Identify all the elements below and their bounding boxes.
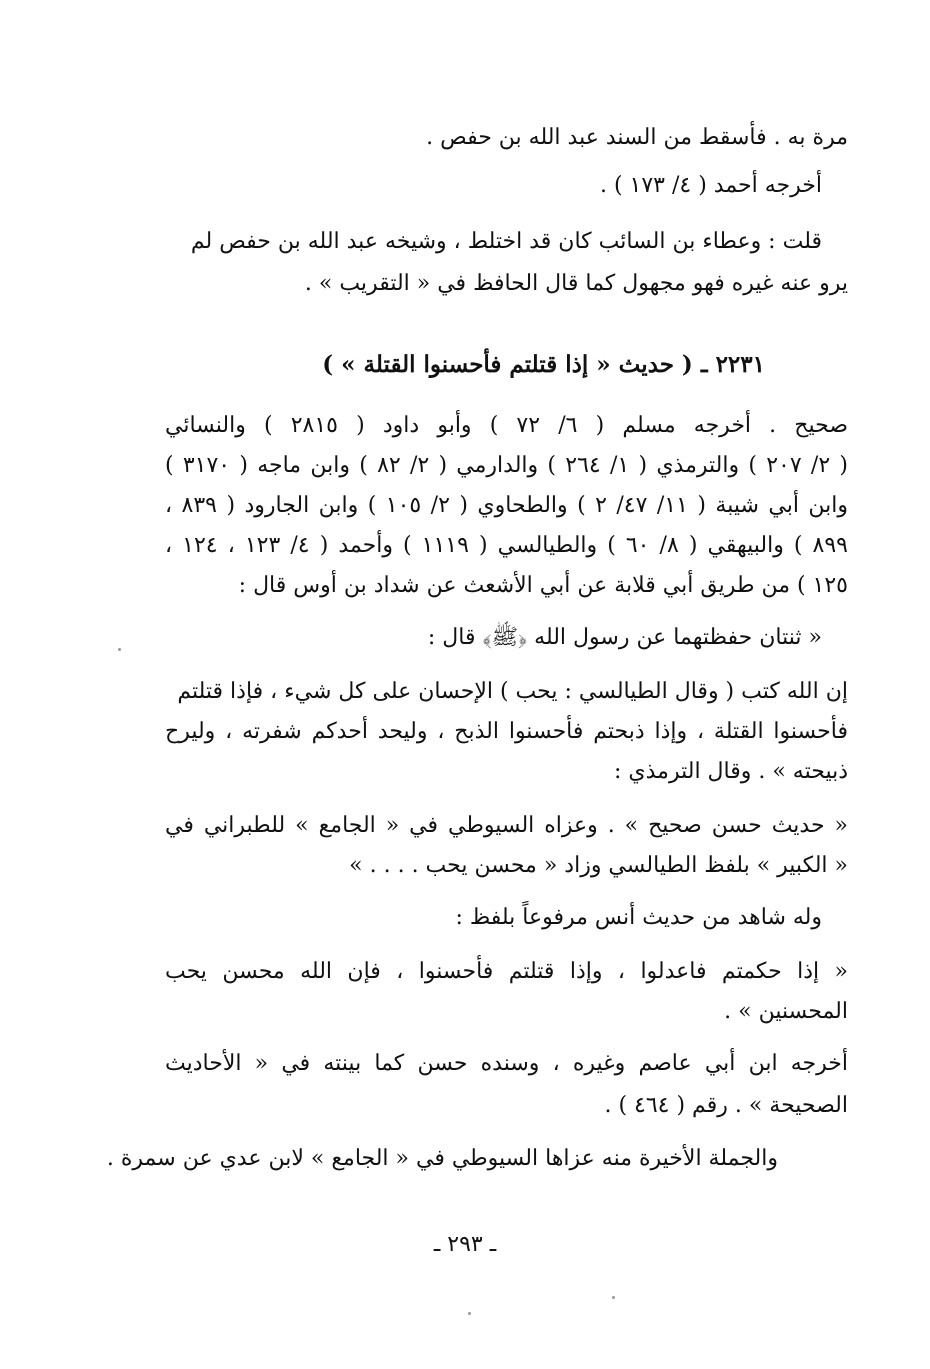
text-line-11: « ثنتان حفظتهما عن رسول الله ﴿ﷺ﴾ قال :	[427, 625, 822, 650]
text-line-9: ٨٩٩ ) والبيهقي ( ٨/ ٦٠ ) والطيالسي ( ١١١٩ ) وأحمد ( ٤/ ١٢٣ ، ١٢٤ ،	[165, 533, 848, 558]
text-line-20: أخرجه ابن أبي عاصم وغيره ، وسنده حسن كما بينته في « الأحاديث	[165, 1051, 848, 1076]
text-line-10: ١٢٥ ) من طريق أبي قلابة عن أبي الأشعث عن شداد بن أوس قال :	[238, 573, 848, 598]
scan-speck	[468, 1312, 471, 1315]
text-line-17: وله شاهد من حديث أنس مرفوعاً بلفظ :	[455, 905, 822, 930]
text-line-6: صحيح . أخرجه مسلم ( ٦/ ٧٢ ) وأبو داود ( ٢٨١٥ ) والنسائي	[165, 413, 849, 438]
text-line-16: « الكبير » بلفظ الطيالسي وزاد « محسن يحب . . . . »	[349, 853, 848, 878]
text-line-13: فأحسنوا القتلة ، وإذا ذبحتم فأحسنوا الذبح ، وليحد أحدكم شفرته ، وليرح	[165, 719, 848, 744]
scan-speck	[612, 1296, 615, 1299]
scan-speck	[118, 648, 121, 651]
text-line-4: يرو عنه غيره فهو مجهول كما قال الحافظ في « التقريب » .	[304, 271, 848, 296]
hadith-heading: ٢٢٣١ ـ ( حديث « إذا قتلتم فأحسنوا القتلة » )	[322, 351, 765, 378]
text-line-22: والجملة الأخيرة منه عزاها السيوطي في « الجامع » لابن عدي عن سمرة .	[106, 1146, 778, 1171]
text-line-19: المحسنين » .	[724, 999, 848, 1024]
text-line-12: إن الله كتب ( وقال الطيالسي : يحب ) الإحسان على كل شيء ، فإذا قتلتم	[177, 679, 848, 704]
text-line-3: قلت : وعطاء بن السائب كان قد اختلط ، وشيخه عبد الله بن حفص لم	[190, 229, 822, 254]
text-line-21: الصحيحة » . رقم ( ٤٦٤ ) .	[604, 1093, 848, 1118]
text-line-18: « إذا حكمتم فاعدلوا ، وإذا قتلتم فأحسنوا ، فإن الله محسن يحب	[165, 959, 848, 984]
text-line-7: ( ٢/ ٢٠٧ ) والترمذي ( ١/ ٢٦٤ ) والدارمي ( ٢/ ٨٢ ) وابن ماجه ( ٣١٧٠ )	[165, 453, 848, 478]
text-line-2: أخرجه أحمد ( ٤/ ١٧٣ ) .	[599, 173, 822, 198]
text-line-8: وابن أبي شيبة ( ١١/ ٤٧/ ٢ ) والطحاوي ( ٢/ ١٠٥ ) وابن الجارود ( ٨٣٩ ،	[165, 493, 848, 518]
text-line-14: ذبيحته » . وقال الترمذي :	[614, 759, 848, 784]
page-number: ـ ٢٩٣ ـ	[433, 1232, 497, 1257]
text-line-1: مرة به . فأسقط من السند عبد الله بن حفص .	[426, 125, 848, 150]
text-line-15: « حديث حسن صحيح » . وعزاه السيوطي في « الجامع » للطبراني في	[165, 813, 848, 838]
